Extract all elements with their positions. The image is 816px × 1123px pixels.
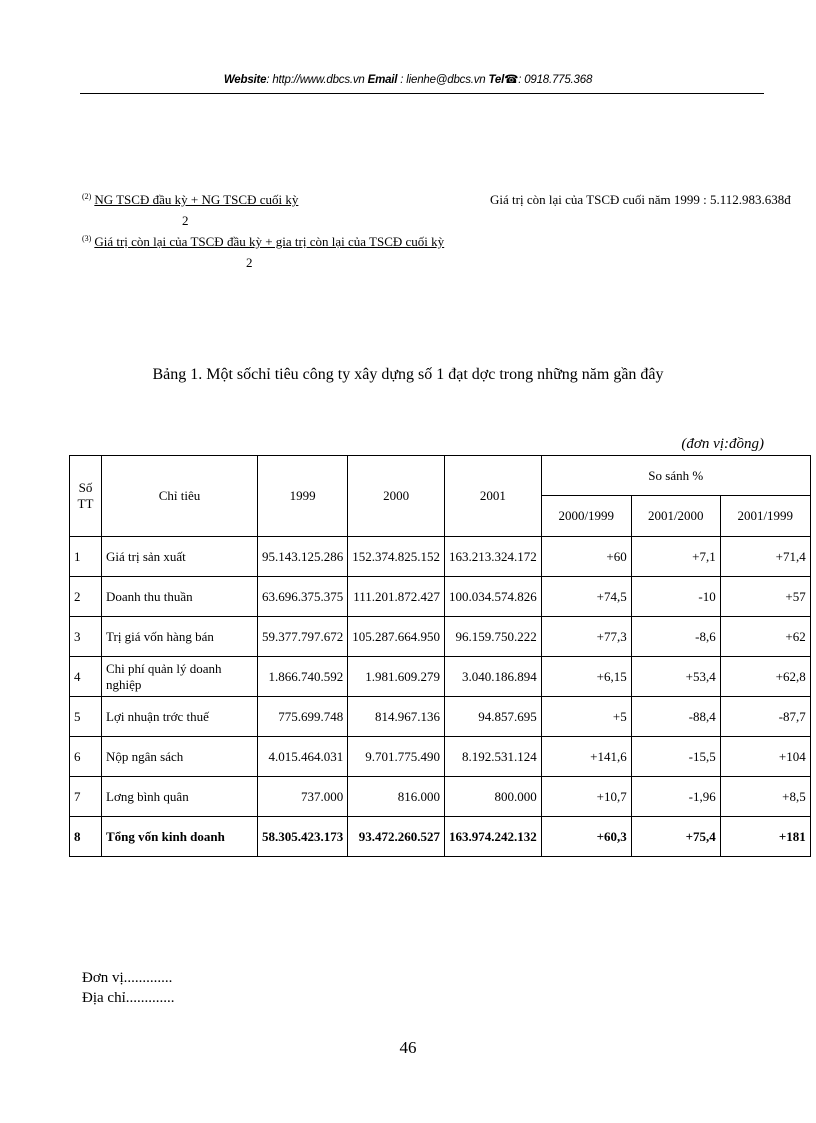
formula-1-denominator: 2 bbox=[182, 213, 189, 228]
page-number: 46 bbox=[399, 1038, 417, 1057]
email-label: Email bbox=[367, 74, 398, 86]
cell-2001: 800.000 bbox=[445, 777, 542, 817]
cell-2001-1999: +57 bbox=[720, 577, 810, 617]
cell-1999: 1.866.740.592 bbox=[258, 657, 348, 697]
cell-2001: 94.857.695 bbox=[445, 697, 542, 737]
cell-2000: 105.287.664.950 bbox=[348, 617, 445, 657]
row-indicator: Nộp ngân sách bbox=[102, 737, 258, 777]
table-row-total bbox=[70, 817, 811, 857]
cell-2000-1999: +10,7 bbox=[541, 777, 631, 817]
table-row bbox=[70, 577, 811, 617]
cell-2001: 8.192.531.124 bbox=[445, 737, 542, 777]
cell-2001: 96.159.750.222 bbox=[445, 617, 542, 657]
cell-2000-1999: +60,3 bbox=[541, 817, 631, 857]
email-value: : lienhe@dbcs.vn bbox=[397, 74, 489, 86]
cell-2001-1999: +62,8 bbox=[720, 657, 810, 697]
header-compare-2000-1999: 2000/1999 bbox=[541, 496, 631, 537]
table-row bbox=[70, 697, 811, 737]
cell-1999: 4.015.464.031 bbox=[258, 737, 348, 777]
row-number: 8 bbox=[70, 817, 102, 857]
cell-2000: 1.981.609.279 bbox=[348, 657, 445, 697]
formula-1-marker: (2) bbox=[82, 192, 92, 201]
cell-2001-1999: +71,4 bbox=[720, 537, 810, 577]
website-label: Website bbox=[223, 74, 267, 86]
header-compare: So sánh % bbox=[541, 456, 810, 496]
row-number: 1 bbox=[70, 537, 102, 577]
cell-2001: 3.040.186.894 bbox=[445, 657, 542, 697]
cell-2000: 111.201.872.427 bbox=[348, 577, 445, 617]
indicators-table bbox=[69, 455, 811, 857]
page-header bbox=[0, 72, 816, 86]
row-number: 5 bbox=[70, 697, 102, 737]
table-title: Bảng 1. Một sốchỉ tiêu công ty xây dựng số 1 đạt dợc trong những năm gần đây bbox=[152, 366, 664, 383]
cell-2001: 163.974.242.132 bbox=[445, 817, 542, 857]
row-number: 3 bbox=[70, 617, 102, 657]
table-row bbox=[70, 657, 811, 697]
header-divider bbox=[80, 93, 764, 94]
cell-2001-1999: +8,5 bbox=[720, 777, 810, 817]
website-value: : http://www.dbcs.vn bbox=[266, 74, 368, 86]
cell-1999: 59.377.797.672 bbox=[258, 617, 348, 657]
cell-1999: 775.699.748 bbox=[258, 697, 348, 737]
cell-1999: 63.696.375.375 bbox=[258, 577, 348, 617]
header-2001: 2001 bbox=[445, 456, 542, 537]
row-number: 7 bbox=[70, 777, 102, 817]
cell-2001-1999: +181 bbox=[720, 817, 810, 857]
cell-2000: 814.967.136 bbox=[348, 697, 445, 737]
unit-label: (đơn vị:đồng) bbox=[681, 436, 764, 452]
cell-2000-1999: +74,5 bbox=[541, 577, 631, 617]
table-row bbox=[70, 737, 811, 777]
cell-2001-2000: -15,5 bbox=[631, 737, 720, 777]
row-indicator: Tổng vốn kinh doanh bbox=[102, 817, 258, 857]
cell-1999: 58.305.423.173 bbox=[258, 817, 348, 857]
table-row bbox=[70, 537, 811, 577]
cell-2001-1999: -87,7 bbox=[720, 697, 810, 737]
residual-value-note: Giá trị còn lại của TSCĐ cuối năm 1999 : 5.112.983.638đ bbox=[490, 192, 791, 207]
cell-2001-1999: +62 bbox=[720, 617, 810, 657]
header-compare-2001-2000: 2001/2000 bbox=[631, 496, 720, 537]
row-indicator: Doanh thu thuần bbox=[102, 577, 258, 617]
cell-2001: 163.213.324.172 bbox=[445, 537, 542, 577]
cell-2000: 93.472.260.527 bbox=[348, 817, 445, 857]
cell-2001-2000: -8,6 bbox=[631, 617, 720, 657]
cell-1999: 95.143.125.286 bbox=[258, 537, 348, 577]
address-line: Địa chỉ............. bbox=[82, 990, 175, 1006]
cell-2000-1999: +5 bbox=[541, 697, 631, 737]
cell-2000: 152.374.825.152 bbox=[348, 537, 445, 577]
table-row bbox=[70, 617, 811, 657]
cell-2001-1999: +104 bbox=[720, 737, 810, 777]
row-indicator: Chi phí quản lý doanh nghiệp bbox=[102, 657, 258, 697]
cell-1999: 737.000 bbox=[258, 777, 348, 817]
formula-2 bbox=[82, 234, 444, 250]
cell-2001-2000: -88,4 bbox=[631, 697, 720, 737]
header-indicator: Chỉ tiêu bbox=[102, 456, 258, 537]
tel-label: Tel bbox=[488, 74, 505, 86]
formula-2-marker: (3) bbox=[82, 234, 92, 243]
cell-2000-1999: +6,15 bbox=[541, 657, 631, 697]
cell-2001-2000: +53,4 bbox=[631, 657, 720, 697]
formula-1 bbox=[82, 192, 298, 208]
cell-2001-2000: +7,1 bbox=[631, 537, 720, 577]
header-1999: 1999 bbox=[258, 456, 348, 537]
cell-2001-2000: +75,4 bbox=[631, 817, 720, 857]
row-number: 2 bbox=[70, 577, 102, 617]
header-2000: 2000 bbox=[348, 456, 445, 537]
signature-block bbox=[82, 968, 174, 1008]
formula-2-numerator: Giá trị còn lại của TSCĐ đầu kỳ + gia trị còn lại của TSCĐ cuối kỳ bbox=[94, 234, 445, 249]
row-number: 6 bbox=[70, 737, 102, 777]
cell-2000-1999: +141,6 bbox=[541, 737, 631, 777]
cell-2001-2000: -10 bbox=[631, 577, 720, 617]
row-indicator: Lợi nhuận trớc thuế bbox=[102, 697, 258, 737]
cell-2000: 9.701.775.490 bbox=[348, 737, 445, 777]
row-number: 4 bbox=[70, 657, 102, 697]
cell-2000-1999: +60 bbox=[541, 537, 631, 577]
header-compare-2001-1999: 2001/1999 bbox=[720, 496, 810, 537]
cell-2000: 816.000 bbox=[348, 777, 445, 817]
table-row bbox=[70, 777, 811, 817]
formula-1-numerator: NG TSCĐ đầu kỳ + NG TSCĐ cuối kỳ bbox=[94, 192, 299, 207]
row-indicator: Lơng bình quân bbox=[102, 777, 258, 817]
tel-value: ☎: 0918.775.368 bbox=[504, 74, 593, 86]
formula-2-denominator: 2 bbox=[246, 255, 253, 270]
header-stt: Số TT bbox=[70, 456, 102, 537]
cell-2000-1999: +77,3 bbox=[541, 617, 631, 657]
unit-line: Đơn vị............. bbox=[82, 970, 173, 986]
row-indicator: Trị giá vốn hàng bán bbox=[102, 617, 258, 657]
row-indicator: Giá trị sản xuất bbox=[102, 537, 258, 577]
cell-2001-2000: -1,96 bbox=[631, 777, 720, 817]
cell-2001: 100.034.574.826 bbox=[445, 577, 542, 617]
